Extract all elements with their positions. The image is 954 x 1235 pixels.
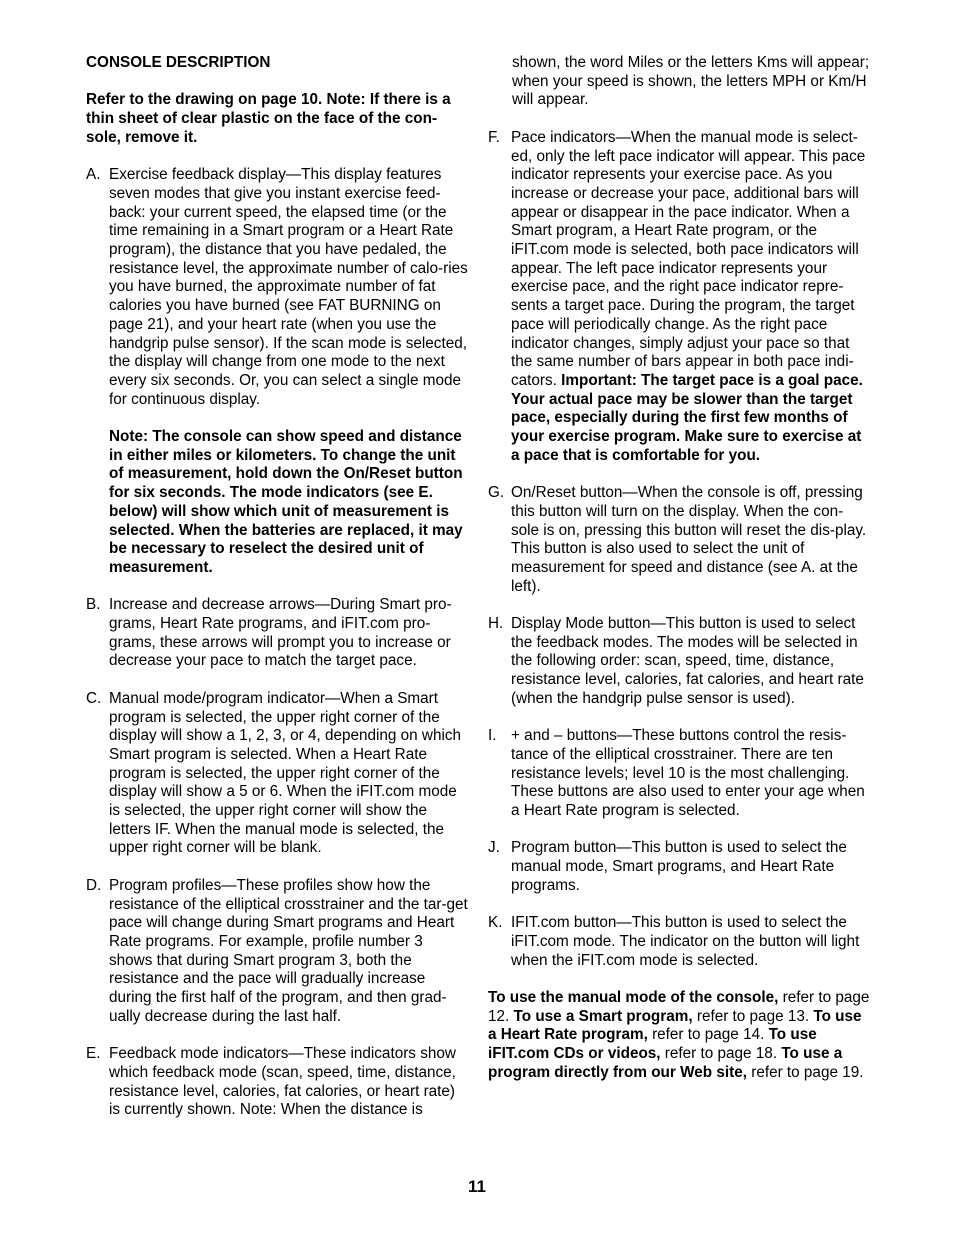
item-letter: I. (488, 727, 497, 745)
item-text (511, 129, 870, 466)
section-heading: CONSOLE DESCRIPTION (86, 54, 271, 71)
item-e-continued: shown, the word Miles or the letters Kms will appear; when your speed is shown, the letters MPH or Km/H will appear. (512, 54, 870, 109)
unit-note: Note: The console can show speed and distance in either miles or kilometers. To change the unit of measurement, hold down the On/Reset button for six seconds. The mode indicators (see E. below) will show which unit of measurement is selected. When the batteries are replaced, it may be necessary to reselect the desired unit of measurement. (109, 428, 463, 576)
item-text: + and – buttons—These buttons control the resis-tance of the elliptical crosstrainer. There are ten resistance levels; level 10 is the most challenging. These buttons are also used to enter your age when a Heart Rate program is selected. (511, 727, 865, 820)
right-column (488, 54, 870, 1101)
item-letter: J. (488, 839, 500, 857)
item-letter: D. (86, 876, 102, 894)
item-letter: E. (86, 1045, 101, 1063)
closing-text: refer to page 19. (746, 1063, 864, 1081)
item-k (488, 914, 870, 970)
item-h (488, 615, 870, 709)
closing-bold: To use iFIT.com CDs or videos, (488, 1026, 817, 1063)
item-text: Display Mode button—This button is used to select the feedback modes. The modes will be selected in the following order: scan, speed, time, distance, resistance level, calories, fat calories, and heart rate (when the handgrip pulse sensor is used). (511, 615, 864, 707)
item-letter: G. (488, 484, 505, 502)
item-g (488, 484, 870, 596)
item-i (488, 727, 870, 821)
item-letter: H. (488, 615, 504, 633)
item-text: Program profiles—These profiles show how the resistance of the elliptical crosstrainer and the tar-get pace will change during Smart programs and Heart Rate programs. For example, profile number 3 shows that during Smart program 3, both the resistance and the pace will gradually increase during the first half of the program, and then grad-ually decrease during the last half. (109, 876, 468, 1025)
closing-bold: To use a Heart Rate program, (488, 1007, 862, 1044)
item-a (86, 166, 468, 409)
item-text: Program button—This button is used to select the manual mode, Smart programs, and Heart Rate programs. (511, 839, 847, 894)
closing-text: refer to page 12. (488, 989, 870, 1025)
item-d (86, 877, 468, 1027)
closing-bold: To use a Smart program, (513, 1007, 693, 1025)
closing-bold: To use a program directly from our Web site, (488, 1045, 843, 1081)
closing-text: refer to page 14. (647, 1026, 769, 1044)
item-letter: C. (86, 689, 102, 707)
closing-paragraph (488, 989, 870, 1083)
item-text: Manual mode/program indicator—When a Smart program is selected, the upper right corner of the display will show a 1, 2, 3, or 4, depending on which Smart program is selected. When a Heart Rate program is selected, the upper right corner of the display will show a 5 or 6. When the iFIT.com mode is selected, the upper right corner will show the letters IF. When the manual mode is selected, the upper right corner will be blank. (109, 689, 462, 857)
item-c (86, 690, 468, 858)
item-letter: K. (488, 914, 503, 932)
item-letter: F. (488, 128, 500, 146)
item-e (86, 1045, 468, 1120)
closing-text: refer to page 13. (692, 1007, 814, 1025)
item-f (488, 129, 870, 466)
intro-note: Refer to the drawing on page 10. Note: If there is a thin sheet of clear plastic on the face of the con-sole, remove it. (86, 91, 451, 146)
closing-text: refer to page 18. (660, 1045, 782, 1063)
important-note: Important: The target pace is a goal pace. Your actual pace may be slower than the target pace, especially during the first few months of your exercise program. Make sure to exercise at a pace that is comfortable for you. (511, 371, 863, 464)
item-f-text: Pace indicators—When the manual mode is select-ed, only the left pace indicator will appear. This pace indicator represents your exercise pace. As you increase or decrease your pace, additional bars will appear or disappear in the pace indicator. When a Smart program, a Heart Rate program, or the iFIT.com mode is selected, both pace indicators will appear. The left pace indicator represents your exercise pace, and the right pace indicator repre-sents a target pace. During the program, the target pace will periodically change. As the right pace indicator changes, simply adjust your pace so that the same number of bars appear in both pace indi-cators. (511, 128, 866, 389)
closing-bold: To use the manual mode of the console, (488, 989, 779, 1007)
left-column (86, 54, 468, 1139)
item-text: Exercise feedback display—This display features seven modes that give you instant exercise feed-back: your current speed, the elapsed time (or the time remaining in a Smart program or a Heart Rate program), the distance that you have pedaled, the resistance level, the approximate number of calo-ries you have burned, the approximate number of fat calories you have burned (see FAT BURNING on page 21), and your heart rate (when you use the handgrip pulse sensor). If the scan mode is selected, the display will change from one mode to the next every six seconds. Or, you can select a single mode for continuous display. (109, 166, 468, 408)
item-text: On/Reset button—When the console is off, pressing this button will turn on the display. When the con-sole is on, pressing this button will reset the dis-play. This button is also used to select the unit of measurement for speed and distance (see A. at the left). (511, 484, 867, 595)
item-letter: A. (86, 166, 101, 184)
item-text: Increase and decrease arrows—During Smart pro-grams, Heart Rate programs, and iFIT.com pro-grams, these arrows will prompt you to increase or decrease your pace to match the target pace. (109, 596, 452, 670)
page-number: 11 (468, 1177, 486, 1196)
item-text: IFIT.com button—This button is used to select the iFIT.com mode. The indicator on the button will light when the iFIT.com mode is selected. (511, 914, 860, 969)
item-b (86, 596, 468, 671)
item-j (488, 839, 870, 895)
item-letter: B. (86, 596, 101, 614)
item-text: Feedback mode indicators—These indicators show which feedback mode (scan, speed, time, distance, resistance level, calories, fat calories, or heart rate) is currently shown. Note: When the distance is (109, 1045, 456, 1119)
